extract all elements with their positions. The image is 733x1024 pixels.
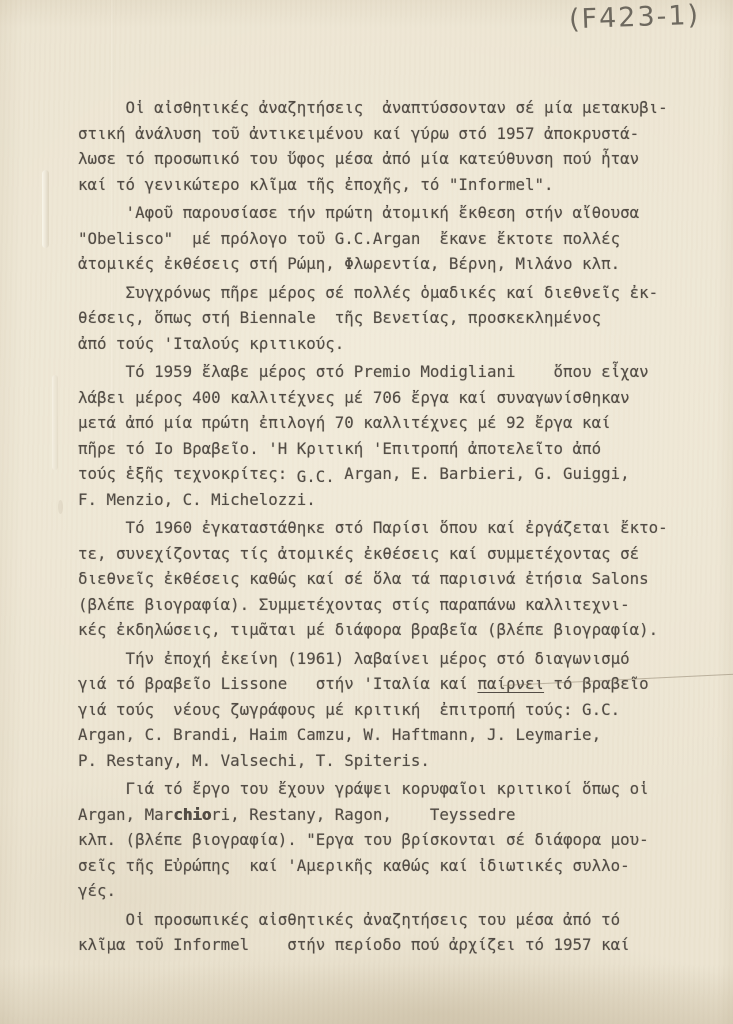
text-line <box>78 461 668 487</box>
text-line <box>78 385 668 411</box>
text-line <box>78 566 668 592</box>
text-line <box>78 200 668 226</box>
text-line <box>78 121 668 147</box>
paragraph <box>78 907 668 958</box>
text-line <box>78 878 668 904</box>
paragraph <box>78 776 668 904</box>
text-segment: Argan, Mar <box>78 804 174 824</box>
text-line <box>78 251 668 277</box>
text-line <box>78 305 668 331</box>
text-segment: Argan, E. Barbieri, G. Guiggi, <box>334 464 630 483</box>
text-segment: "Obelisco" μέ πρόλογο τοῦ G.C.Argan ἔκανε ἔκτοτε πολλές <box>78 228 621 248</box>
text-line <box>78 853 668 879</box>
text-line <box>78 802 668 828</box>
text-segment: στική ἀνάλυση τοῦ ἀντικειμένου καί γύρω στό 1957 ἀποκρυστά- <box>78 123 640 143</box>
text-segment: ἀπό τούς 'Ιταλούς κριτικούς. <box>78 333 345 353</box>
text-segment: γιά τό βραβεῖο Lissone στήν 'Ιταλία καί <box>78 674 478 693</box>
text-segment: G.C. <box>296 467 335 486</box>
paper-speck <box>52 375 58 470</box>
text-line <box>78 722 668 748</box>
text-line <box>78 617 668 643</box>
text-segment: ri, Restany, Ragon, Teyssedre <box>211 804 516 824</box>
paragraph <box>78 280 668 357</box>
text-segment: γιά τούς νέους ζωγράφους μέ κριτική ἐπιτροπή τούς: G.C. <box>78 699 621 719</box>
text-line <box>78 932 668 958</box>
overstruck-word: chio <box>173 804 212 824</box>
paragraph <box>78 359 668 512</box>
text-segment: πῆρε τό Ιο Βραβεῖο. 'Η Κριτική 'Επιτροπή ἀποτελεῖτο ἀπό <box>78 438 602 458</box>
paper-speck <box>42 170 49 248</box>
text-segment: τούς ἑξῆς τεχνοκρίτες: <box>78 464 297 483</box>
text-segment: Γιά τό ἔργο του ἔχουν γράψει κορυφαῖοι κριτικοί ὅπως οἱ <box>78 779 649 798</box>
text-line <box>78 827 668 853</box>
text-line <box>78 487 668 513</box>
text-segment: Τό 1959 ἔλαβε μέρος στό Premio Modigliani ὅπου εἶχαν <box>78 362 649 381</box>
text-line <box>78 331 668 357</box>
text-line <box>78 410 668 436</box>
text-line <box>78 671 668 697</box>
text-line <box>78 95 668 121</box>
text-segment: Οἱ αἰσθητικές ἀναζητήσεις ἀναπτύσσονταν σέ μία μετακυβι- <box>78 98 668 117</box>
text-line <box>78 146 668 172</box>
text-line <box>78 226 668 252</box>
text-line <box>78 280 668 306</box>
text-segment: γές. <box>78 881 117 900</box>
text-segment: λωσε τό προσωπικό του ὕφος μέσα ἀπό μία κατεύθυνση πού ἦταν <box>78 149 640 168</box>
text-segment: Οἱ προσωπικές αἰσθητικές ἀναζητήσεις του μέσα ἀπό τό <box>78 909 621 929</box>
text-segment: ἀτομικές ἐκθέσεις στή Ρώμη, Φλωρεντία, Βέρνη, Μιλάνο κλπ. <box>78 254 621 273</box>
text-segment: καί τό γενικώτερο κλῖμα τῆς ἐποχῆς, τό "Informel". <box>78 174 554 194</box>
text-segment: σεῖς τῆς Εὐρώπης καί 'Αμερικῆς καθώς καί ἰδιωτικές συλλο- <box>78 855 630 875</box>
text-segment: Argan, C. Brandi, Haim Camzu, W. Haftmann, J. Leymarie, <box>78 725 602 744</box>
text-segment: Συγχρόνως πῆρε μέρος σέ πολλές ὁμαδικές καί διεθνεῖς ἐκ- <box>78 282 659 302</box>
text-line <box>78 172 668 198</box>
text-line <box>78 907 668 933</box>
text-segment: P. Restany, M. Valsechi, T. Spiteris. <box>78 750 430 770</box>
underlined-word: παίρνει <box>477 674 545 693</box>
paragraph <box>78 515 668 643</box>
text-segment: Τήν ἐποχή ἐκείνη (1961) λαβαίνει μέρος στό διαγωνισμό <box>78 648 630 668</box>
paragraph <box>78 646 668 774</box>
text-segment: τε, συνεχίζοντας τίς ἀτομικές ἐκθέσεις καί συμμετέχοντας σέ <box>78 543 640 563</box>
paper-speck <box>58 500 63 514</box>
text-segment: μετά ἀπό μία πρώτη ἐπιλογή 70 καλλιτέχνες μέ 92 ἔργα καί <box>78 413 611 432</box>
text-line <box>78 541 668 567</box>
text-line <box>78 515 668 541</box>
text-segment: κές ἐκδηλώσεις, τιμᾶται μέ διάφορα βραβεῖα (βλέπε βιογραφία). <box>78 620 659 639</box>
paragraph <box>78 200 668 277</box>
text-line <box>78 748 668 774</box>
text-segment: διεθνεῖς ἐκθέσεις καθώς καί σέ ὅλα τά παρισινά ἐτήσια Salons <box>78 569 649 588</box>
text-segment: τό βραβεῖο <box>544 674 649 693</box>
text-line <box>78 436 668 462</box>
text-segment: 'Αφοῦ παρουσίασε τήν πρώτη ἀτομική ἔκθεση στήν αἴθουσα <box>78 203 640 222</box>
text-segment: λάβει μέρος 400 καλλιτέχνες μέ 706 ἔργα καί συναγωνίσθηκαν <box>78 387 630 407</box>
text-line <box>78 592 668 618</box>
paragraph <box>78 95 668 197</box>
text-segment: F. Menzio, C. Michelozzi. <box>78 489 316 509</box>
typewritten-text <box>78 95 668 958</box>
text-line <box>78 697 668 723</box>
text-line <box>78 776 668 802</box>
text-segment: θέσεις, ὅπως στή Biennale τῆς Βενετίας, προσκεκλημένος <box>78 308 602 327</box>
text-segment: κλῖμα τοῦ Informel στήν περίοδο πού ἀρχίζει τό 1957 καί <box>78 935 630 954</box>
text-segment: (βλέπε βιογραφία). Συμμετέχοντας στίς παραπάνω καλλιτεχνι- <box>78 594 630 614</box>
text-line <box>78 359 668 385</box>
text-line <box>78 646 668 672</box>
text-segment: Τό 1960 ἐγκαταστάθηκε στό Παρίσι ὅπου καί ἐργάζεται ἔκτο- <box>78 518 668 537</box>
handwritten-reference-code: (F423-1) <box>568 0 701 36</box>
text-segment: κλπ. (βλέπε βιογραφία). "Εργα του βρίσκονται σέ διάφορα μου- <box>78 830 649 849</box>
